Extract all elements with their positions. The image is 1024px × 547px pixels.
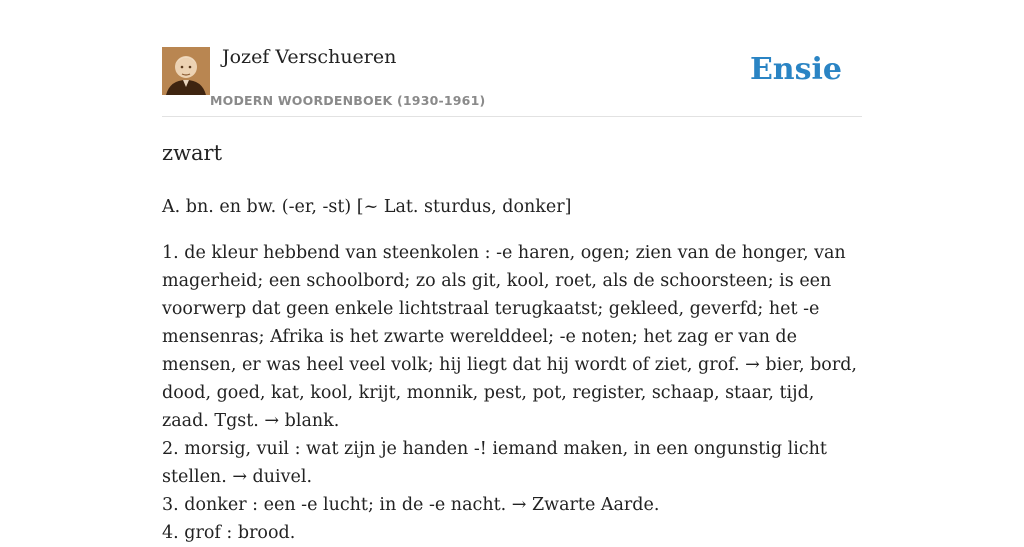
author-name[interactable]: Jozef Verschueren (222, 46, 397, 68)
grammar-info: A. bn. en bw. (-er, -st) [~ Lat. sturdus, donker] (162, 197, 572, 217)
headword: zwart (162, 141, 223, 165)
source-title[interactable]: MODERN WOORDENBOEK (1930-1961) (210, 93, 486, 108)
sense-3: 3. donker : een -e lucht; in de -e nacht. → Zwarte Aarde. (162, 495, 660, 515)
entry-header (162, 0, 862, 117)
definition-list (162, 239, 866, 547)
sense-4: 4. grof : brood. (162, 523, 296, 543)
sense-1: 1. de kleur hebbend van steenkolen : -e haren, ogen; zien van de honger, van magerheid; een schoolbord; zo als git, kool, roet, als de schoorsteen; is een voorwerp dat geen enkele lichtstraal terugkaatst; gekleed, geverfd; het -e mensenras; Afrika is het zwarte werelddeel; -e noten; het zag er van de mensen, er was heel veel volk; hij liegt dat hij wordt of ziet, grof. → bier, bord, dood, goed, kat, kool, krijt, monnik, pest, pot, register, schaap, staar, tijd, zaad. Tgst. → blank. (162, 243, 857, 431)
author-portrait-icon (162, 47, 210, 95)
dictionary-page (162, 0, 862, 543)
author-avatar[interactable] (162, 47, 210, 95)
ensie-logo[interactable]: Ensie (749, 52, 842, 87)
sense-2: 2. morsig, vuil : wat zijn je handen -! iemand maken, in een ongunstig licht stellen. → duivel. (162, 439, 827, 487)
